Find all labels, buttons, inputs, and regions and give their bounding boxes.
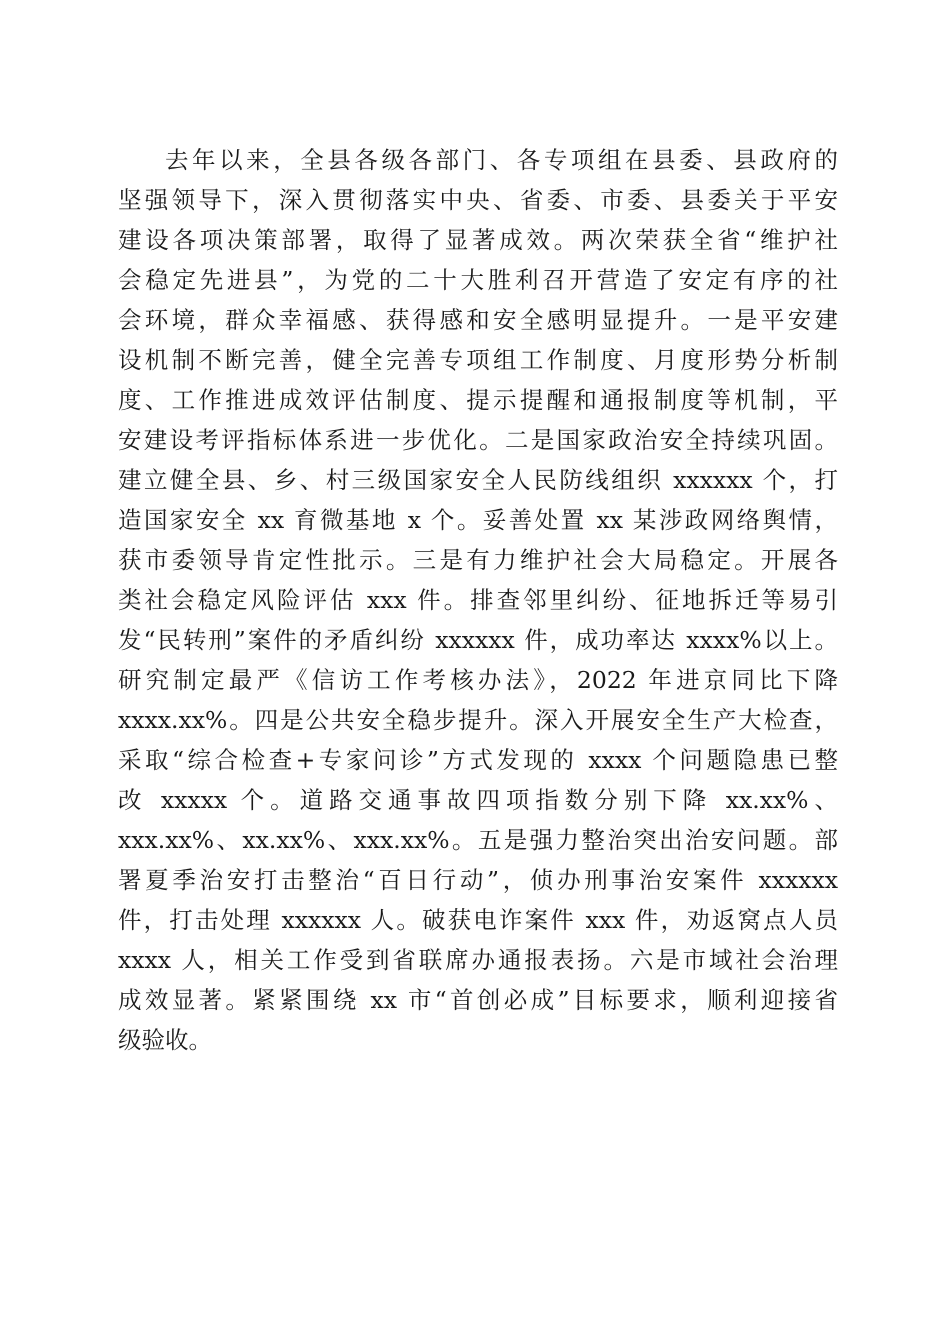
paragraph-line: 改 xxxxx 个。道路交通事故四项指数分别下降 xx.xx%、 — [118, 786, 838, 814]
paragraph-line: xxxx.xx%。四是公共安全稳步提升。深入开展安全生产大检查， — [118, 706, 838, 734]
paragraph-line: 研究制定最严《信访工作考核办法》，2022 年进京同比下降 — [118, 666, 838, 694]
paragraph-line: 获市委领导肯定性批示。三是有力维护社会大局稳定。开展各 — [118, 546, 838, 574]
paragraph-line: 成效显著。紧紧围绕 xx 市“首创必成”目标要求，顺利迎接省 — [118, 986, 838, 1014]
paragraph-line: 级验收。 — [118, 1026, 212, 1054]
paragraph-line: 发“民转刑”案件的矛盾纠纷 xxxxxx 件，成功率达 xxxx%以上。 — [118, 626, 838, 654]
paragraph-line: 会环境，群众幸福感、获得感和安全感明显提升。一是平安建 — [118, 306, 838, 334]
paragraph-line: 去年以来，全县各级各部门、各专项组在县委、县政府的 — [165, 146, 838, 174]
paragraph-line: xxxx 人，相关工作受到省联席办通报表扬。六是市域社会治理 — [118, 946, 838, 974]
paragraph-line: 件，打击处理 xxxxxx 人。破获电诈案件 xxx 件，劝返窝点人员 — [118, 906, 838, 934]
body-paragraph — [118, 140, 838, 1060]
paragraph-line: xxx.xx%、xx.xx%、xxx.xx%。五是强力整治突出治安问题。部 — [118, 826, 838, 854]
paragraph-line: 建立健全县、乡、村三级国家安全人民防线组织 xxxxxx 个，打 — [118, 466, 838, 494]
paragraph-line: 设机制不断完善，健全完善专项组工作制度、月度形势分析制 — [118, 346, 838, 374]
paragraph-line: 坚强领导下，深入贯彻落实中央、省委、市委、县委关于平安 — [118, 186, 838, 214]
paragraph-line: 度、工作推进成效评估制度、提示提醒和通报制度等机制，平 — [118, 386, 838, 414]
paragraph-line: 采取“综合检查+专家问诊”方式发现的 xxxx 个问题隐患已整 — [118, 746, 838, 774]
paragraph-line: 会稳定先进县”，为党的二十大胜利召开营造了安定有序的社 — [118, 266, 838, 294]
paragraph-line: 造国家安全 xx 育微基地 x 个。妥善处置 xx 某涉政网络舆情， — [118, 506, 838, 534]
paragraph-line: 安建设考评指标体系进一步优化。二是国家政治安全持续巩固。 — [118, 426, 838, 454]
paragraph-line: 署夏季治安打击整治“百日行动”，侦办刑事治安案件 xxxxxx — [118, 866, 838, 894]
paragraph-line: 建设各项决策部署，取得了显著成效。两次荣获全省“维护社 — [118, 226, 838, 254]
paragraph-line: 类社会稳定风险评估 xxx 件。排查邻里纠纷、征地拆迁等易引 — [118, 586, 838, 614]
